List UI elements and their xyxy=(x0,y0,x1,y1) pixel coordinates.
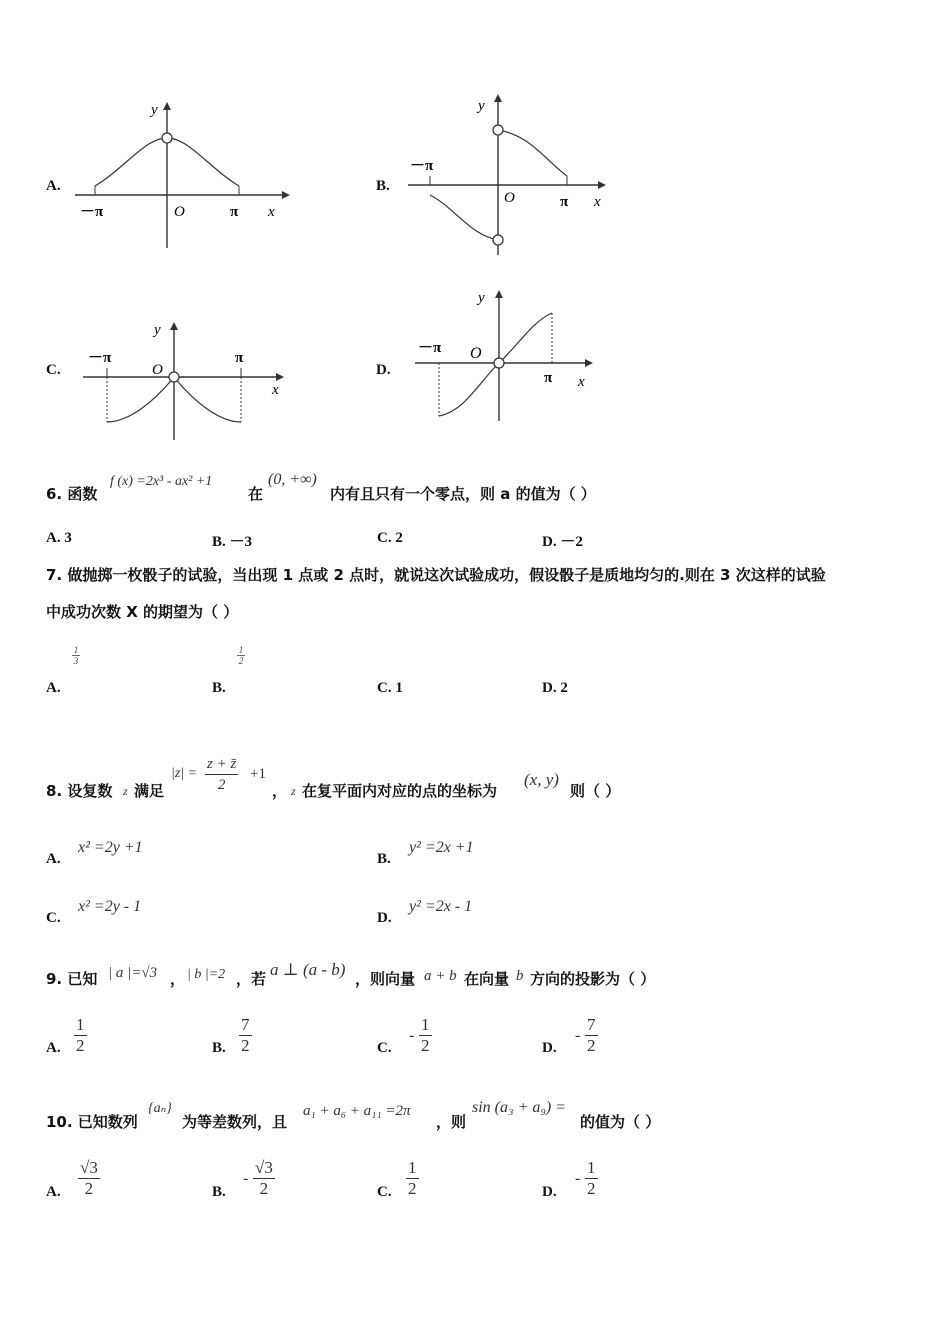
q6-option-b[interactable]: B. －3 xyxy=(212,534,253,550)
q9-option-b[interactable]: B. xyxy=(212,1040,226,1056)
q10-option-b[interactable]: B. xyxy=(212,1184,226,1200)
q10-condition: a₁ + a₆ + a₁₁ =2π xyxy=(303,1103,411,1119)
q6-function: f (x) =2x³ - ax² +1 xyxy=(110,474,213,489)
q10-option-b-sign: - xyxy=(243,1170,249,1187)
q6-option-a[interactable]: A. 3 xyxy=(46,530,72,546)
q8-fraction: z + z̄ 2 xyxy=(207,756,237,793)
q8-abs-z: |z| = xyxy=(171,766,198,781)
q7-option-c[interactable]: C. 1 xyxy=(377,680,403,696)
q10-option-a[interactable]: A. xyxy=(46,1184,61,1200)
q9-option-b-value: 7 2 xyxy=(241,1015,250,1055)
q9-option-c-value: 1 2 xyxy=(421,1015,430,1055)
q8-point: (x, y) xyxy=(524,770,559,789)
q10-option-c[interactable]: C. xyxy=(377,1184,392,1200)
q8-option-b-expr: y² =2x +1 xyxy=(409,839,474,856)
q7-option-a[interactable]: A. xyxy=(46,680,61,696)
graph-b xyxy=(400,90,615,260)
q7-option-b-fraction: 1 2 xyxy=(238,645,244,666)
graph-a-y: y xyxy=(151,102,158,118)
q6-mid: 在 xyxy=(248,485,264,503)
graph-d-pi: π xyxy=(544,370,553,386)
q7-option-a-fraction: 1 3 xyxy=(73,645,79,666)
graph-c-pi: π xyxy=(235,350,244,366)
graph-d-y: y xyxy=(478,290,485,306)
q9-option-d[interactable]: D. xyxy=(542,1040,557,1056)
q9-sep: ， xyxy=(170,970,186,988)
q9-b-magnitude: | b |=2 xyxy=(187,967,226,982)
q6-prefix: 6. 函数 xyxy=(46,485,98,503)
q8-mid2: 在复平面内对应的点的坐标为 xyxy=(302,782,498,800)
graph-b-y: y xyxy=(478,98,485,114)
graph-c xyxy=(78,318,293,446)
q10-option-d[interactable]: D. xyxy=(542,1184,557,1200)
q8-option-b[interactable]: B. xyxy=(377,851,391,867)
q9-b: b xyxy=(516,968,524,984)
q8-plus-one: +1 xyxy=(250,766,266,782)
q9-perp: a ⊥ (a - b) xyxy=(270,960,346,979)
graph-a-label: A. xyxy=(46,178,61,194)
q10-prefix: 10. 已知数列 xyxy=(46,1113,138,1131)
graph-c-neg-pi: －π xyxy=(88,350,112,366)
q9-option-c-sign: - xyxy=(409,1027,415,1044)
graph-d-neg-pi: －π xyxy=(418,340,442,356)
q10-suffix: 的值为（ ） xyxy=(580,1113,661,1131)
q8-option-c[interactable]: C. xyxy=(46,910,61,926)
q10-mid1: 为等差数列，且 xyxy=(182,1113,288,1131)
q10-option-c-value: 1 2 xyxy=(408,1158,417,1198)
q8-mid1: 满足 xyxy=(134,782,165,800)
graph-a xyxy=(70,98,290,253)
q9-option-a-value: 1 2 xyxy=(76,1015,85,1055)
q8-option-a[interactable]: A. xyxy=(46,851,61,867)
q10-option-d-sign: - xyxy=(575,1170,581,1187)
q10-expression: sin (a₃ + a₉) = xyxy=(472,1099,567,1116)
q9-suffix: 方向的投影为（ ） xyxy=(530,970,656,988)
q7-option-d[interactable]: D. 2 xyxy=(542,680,568,696)
q9-sum: a + b xyxy=(424,968,457,984)
graph-b-neg-pi: －π xyxy=(410,158,434,174)
q8-option-d[interactable]: D. xyxy=(377,910,392,926)
graph-d-label: D. xyxy=(376,362,391,378)
q9-option-a[interactable]: A. xyxy=(46,1040,61,1056)
q6-option-d[interactable]: D. －2 xyxy=(542,534,583,550)
q7-option-b[interactable]: B. xyxy=(212,680,226,696)
q9-mid2: ，则向量 xyxy=(355,970,416,988)
graph-a-origin: O xyxy=(174,204,185,220)
q9-a-magnitude: | a |=√3 xyxy=(108,965,158,981)
graph-b-x: x xyxy=(594,194,601,210)
q8-z1: z xyxy=(123,784,128,798)
q8-option-c-expr: x² =2y - 1 xyxy=(78,898,142,915)
graph-b-label: B. xyxy=(376,178,390,194)
q6-suffix: 内有且只有一个零点，则 a 的值为（ ） xyxy=(330,485,596,503)
q9-option-c[interactable]: C. xyxy=(377,1040,392,1056)
q9-mid1: ，若 xyxy=(236,970,267,988)
graph-b-pi: π xyxy=(560,194,569,210)
q9-mid3: 在向量 xyxy=(464,970,510,988)
q6-interval: (0, +∞) xyxy=(268,471,317,488)
q7-stem-line2: 中成功次数 X 的期望为（ ） xyxy=(46,603,239,621)
graph-a-pi: π xyxy=(230,204,239,220)
q8-comma: ， xyxy=(272,782,288,800)
q10-option-d-value: 1 2 xyxy=(587,1158,596,1198)
graph-c-origin: O xyxy=(152,362,163,378)
q10-sequence: {aₙ} xyxy=(148,1101,172,1116)
q8-suffix: 则（ ） xyxy=(570,782,621,800)
graph-c-label: C. xyxy=(46,362,61,378)
q8-z2: z xyxy=(291,784,296,798)
q8-prefix: 8. 设复数 xyxy=(46,782,113,800)
graph-a-neg-pi: －π xyxy=(80,204,104,220)
q10-option-b-value: √3 2 xyxy=(255,1158,273,1198)
q8-option-a-expr: x² =2y +1 xyxy=(78,839,143,856)
q9-prefix: 9. 已知 xyxy=(46,970,98,988)
q8-option-d-expr: y² =2x - 1 xyxy=(409,898,473,915)
q10-mid2: ，则 xyxy=(436,1113,467,1131)
graph-d-origin: O xyxy=(470,345,482,362)
graph-d xyxy=(410,286,600,426)
q9-option-d-sign: - xyxy=(575,1027,581,1044)
q9-option-d-value: 7 2 xyxy=(587,1015,596,1055)
graph-a-x: x xyxy=(268,204,275,220)
q10-option-a-value: √3 2 xyxy=(80,1158,98,1198)
q6-option-c[interactable]: C. 2 xyxy=(377,530,403,546)
graph-b-origin: O xyxy=(504,190,515,206)
graph-c-x: x xyxy=(272,382,279,398)
q7-stem-line1: 7. 做抛掷一枚骰子的试验，当出现 1 点或 2 点时，就说这次试验成功，假设骰子是质地均匀的.则在 3 次这样的试验 xyxy=(46,566,826,584)
graph-d-x: x xyxy=(578,374,585,390)
graph-c-y: y xyxy=(154,322,161,338)
